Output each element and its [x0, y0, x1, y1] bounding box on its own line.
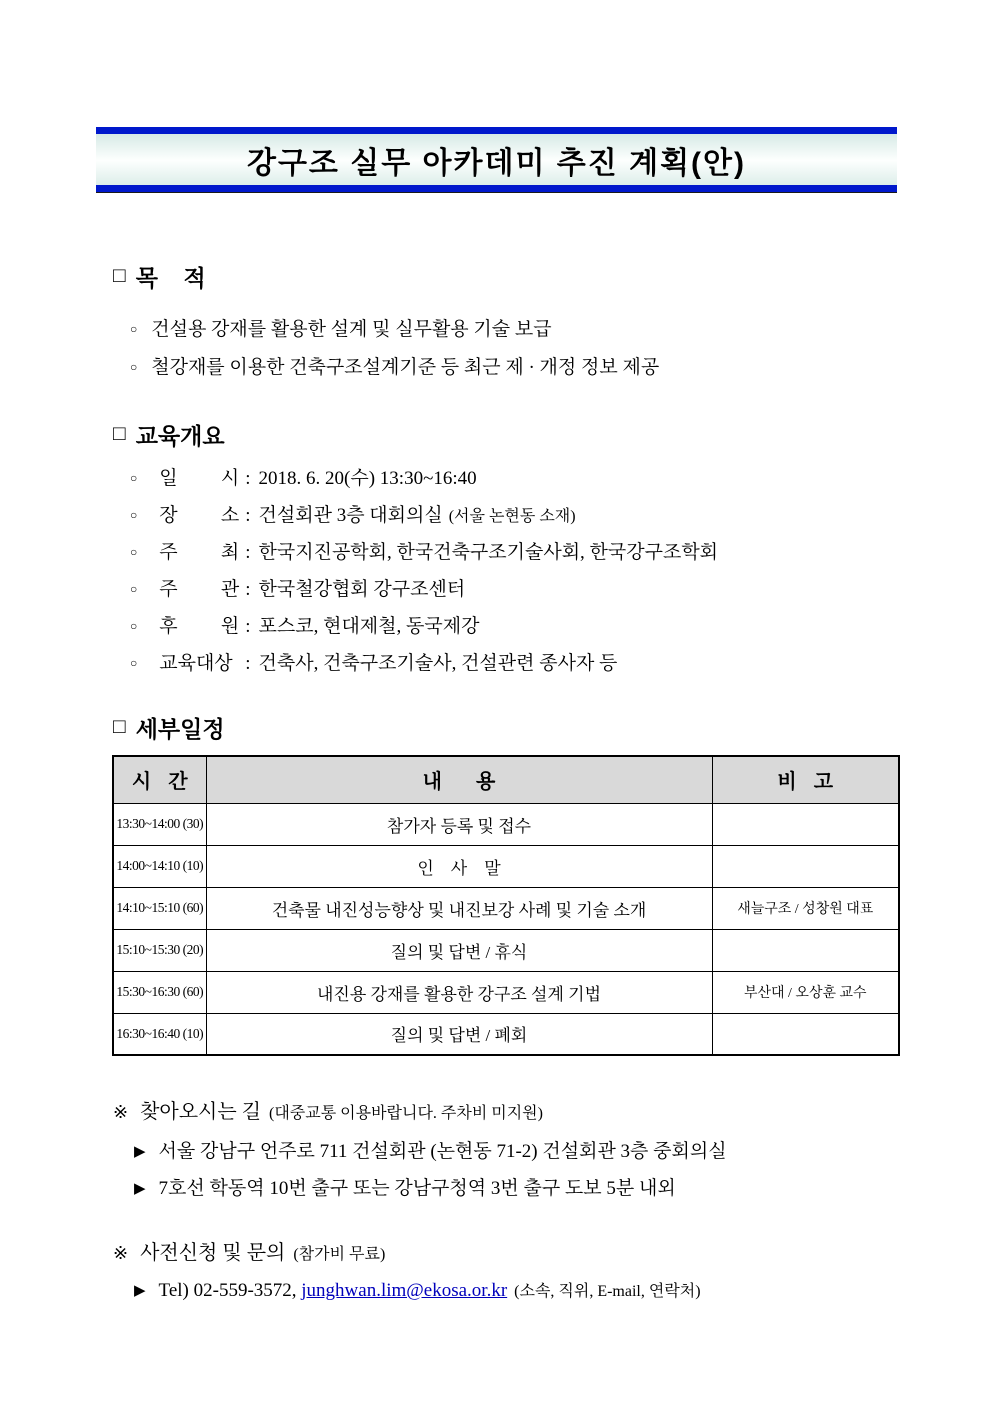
- schedule-content: 인 사 말: [206, 845, 712, 887]
- square-marker-icon: □: [113, 715, 126, 738]
- purpose-bullet-1: [130, 314, 552, 341]
- reference-mark-icon: ※: [113, 1243, 129, 1263]
- overview-value: 건축사, 건축구조기술사, 건설관련 종사자 등: [258, 653, 618, 674]
- overview-item-place: [130, 500, 576, 527]
- section-heading-purpose: [113, 260, 206, 293]
- overview-item-datetime: [130, 463, 483, 490]
- purpose-bullet-text: 건설용 강재를 활용한 설계 및 실무활용 기술 보급: [151, 319, 552, 340]
- section-title-schedule: 세부일정: [135, 716, 225, 742]
- overview-label: 주 최: [159, 542, 240, 563]
- schedule-remark: [712, 929, 899, 971]
- section-heading-schedule: [113, 711, 225, 744]
- table-row: [113, 1013, 899, 1055]
- circle-bullet-icon: ○: [130, 360, 138, 374]
- schedule-content: 참가자 등록 및 접수: [206, 803, 712, 845]
- overview-colon: :: [245, 616, 251, 637]
- overview-label: 주 관: [159, 579, 240, 600]
- schedule-remark: 새늘구조 / 성창원 대표: [712, 887, 899, 929]
- overview-colon: :: [245, 653, 251, 674]
- circle-bullet-icon: ○: [130, 322, 138, 336]
- schedule-time: 15:10~15:30 (20): [113, 929, 206, 971]
- directions-note: (대중교통 이용바랍니다. 주차비 미지원): [269, 1105, 543, 1122]
- directions-subway: 7호선 학동역 10번 출구 또는 강남구청역 3번 출구 도보 5분 내외: [158, 1178, 676, 1199]
- overview-value: 포스코, 현대제철, 동국제강: [258, 616, 480, 637]
- directions-heading: [113, 1095, 543, 1124]
- circle-bullet-icon: ○: [130, 508, 138, 522]
- square-marker-icon: □: [113, 264, 126, 287]
- circle-bullet-icon: ○: [130, 545, 138, 559]
- circle-bullet-icon: ○: [130, 656, 138, 670]
- overview-label: 교육대상: [159, 653, 233, 674]
- contact-required-info: (소속, 직위, E-mail, 연락처): [514, 1283, 701, 1300]
- schedule-time: 15:30~16:30 (60): [113, 971, 206, 1013]
- overview-item-organizer: [130, 574, 471, 601]
- registration-title: 사전신청 및 문의: [140, 1242, 286, 1264]
- circle-bullet-icon: ○: [130, 619, 138, 633]
- reference-mark-icon: ※: [113, 1102, 129, 1122]
- table-row: [113, 929, 899, 971]
- overview-label: 일 시: [159, 468, 240, 489]
- square-marker-icon: □: [113, 422, 126, 445]
- table-row: [113, 845, 899, 887]
- registration-heading: [113, 1236, 385, 1265]
- schedule-time: 16:30~16:40 (10): [113, 1013, 206, 1055]
- schedule-content: 질의 및 답변 / 휴식: [206, 929, 712, 971]
- schedule-table: [112, 755, 900, 1056]
- schedule-time: 14:10~15:10 (60): [113, 887, 206, 929]
- overview-note: (서울 논현동 소재): [448, 508, 576, 525]
- purpose-bullet-2: [130, 352, 659, 379]
- overview-item-host: [130, 537, 724, 564]
- circle-bullet-icon: ○: [130, 582, 138, 596]
- contact-email-link[interactable]: junghwan.lim@ekosa.or.kr: [301, 1280, 508, 1301]
- contact-phone: Tel) 02-559-3572,: [158, 1280, 302, 1301]
- schedule-content: 질의 및 답변 / 폐회: [206, 1013, 712, 1055]
- overview-item-sponsor: [130, 611, 485, 638]
- overview-value: 한국지진공학회, 한국건축구조기술사회, 한국강구조학회: [258, 542, 719, 563]
- overview-colon: :: [245, 542, 251, 563]
- circle-bullet-icon: ○: [130, 471, 138, 485]
- schedule-content: 건축물 내진성능향상 및 내진보강 사례 및 기술 소개: [206, 887, 712, 929]
- schedule-remark: 부산대 / 오상훈 교수: [712, 971, 899, 1013]
- schedule-header-time: 시 간: [113, 756, 206, 803]
- schedule-time: 14:00~14:10 (10): [113, 845, 206, 887]
- directions-address: 서울 강남구 언주로 711 건설회관 (논현동 71-2) 건설회관 3층 중회의실: [158, 1141, 727, 1162]
- schedule-header-row: [113, 756, 899, 803]
- registration-note: (참가비 무료): [293, 1246, 386, 1263]
- overview-value: 건설회관 3층 대회의실: [258, 505, 443, 526]
- overview-value: 2018. 6. 20(수) 13:30~16:40: [258, 468, 477, 489]
- purpose-bullet-text: 철강재를 이용한 건축구조설계기준 등 최근 제 · 개정 정보 제공: [151, 357, 660, 378]
- play-arrow-icon: ▶: [134, 1181, 146, 1197]
- schedule-content: 내진용 강재를 활용한 강구조 설계 기법: [206, 971, 712, 1013]
- overview-colon: :: [245, 468, 251, 489]
- schedule-remark: [712, 845, 899, 887]
- registration-contact-line: [134, 1278, 701, 1302]
- table-row: [113, 803, 899, 845]
- directions-title: 찾아오시는 길: [140, 1101, 262, 1123]
- directions-line-2: [134, 1173, 676, 1200]
- section-heading-overview: [113, 418, 225, 451]
- overview-value: 한국철강협회 강구조센터: [258, 579, 466, 600]
- schedule-remark: [712, 1013, 899, 1055]
- schedule-time: 13:30~14:00 (30): [113, 803, 206, 845]
- title-banner: [96, 127, 897, 192]
- document-title: 강구조 실무 아카데미 추진 계획(안): [246, 146, 747, 180]
- play-arrow-icon: ▶: [134, 1283, 146, 1299]
- schedule-header-remark: 비 고: [712, 756, 899, 803]
- overview-label: 장 소: [159, 505, 240, 526]
- directions-line-1: [134, 1136, 727, 1163]
- overview-item-audience: [130, 648, 623, 675]
- overview-colon: :: [245, 579, 251, 600]
- play-arrow-icon: ▶: [134, 1144, 146, 1160]
- table-row: [113, 887, 899, 929]
- section-title-overview: 교육개요: [135, 423, 225, 449]
- schedule-remark: [712, 803, 899, 845]
- schedule-header-content: 내 용: [206, 756, 712, 803]
- overview-colon: :: [245, 505, 251, 526]
- overview-label: 후 원: [159, 616, 240, 637]
- table-row: [113, 971, 899, 1013]
- section-title-purpose: 목 적: [135, 265, 206, 291]
